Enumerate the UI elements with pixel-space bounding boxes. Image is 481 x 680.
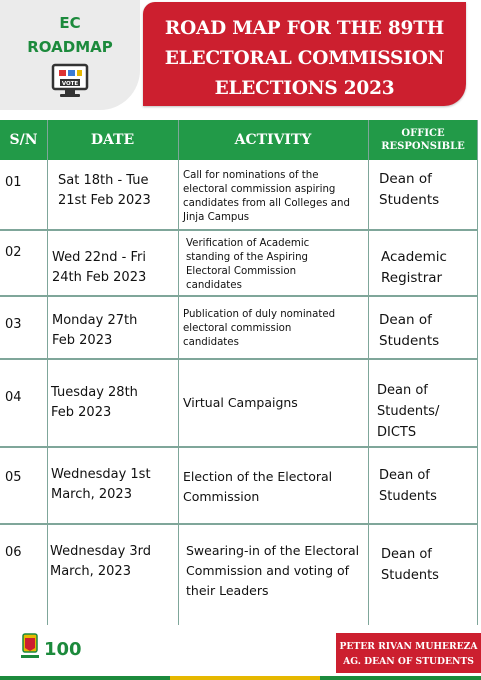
- row-date: [51, 465, 173, 505]
- row-divider: [0, 229, 478, 231]
- row-activity: [183, 396, 365, 410]
- row-date: [50, 542, 172, 582]
- row-date: [58, 171, 180, 211]
- row-office: [379, 310, 475, 352]
- office-line: Registrar: [381, 270, 443, 286]
- activity-line: Election of the Electoral: [183, 469, 333, 484]
- signatory-box: [336, 633, 481, 673]
- title-banner: [143, 2, 466, 106]
- activity-line: Jinja Campus: [183, 212, 250, 223]
- row-activity: [186, 237, 368, 293]
- brand-panel: [0, 0, 140, 110]
- office-line: Students: [379, 489, 437, 504]
- activity-line: Virtual Campaigns: [183, 395, 298, 410]
- row-divider: [0, 358, 478, 360]
- row-sn: 04: [5, 390, 22, 405]
- date-line: March, 2023: [51, 487, 132, 502]
- office-line: Dean of: [379, 171, 432, 187]
- date-line: Wed 22nd - Fri: [52, 250, 146, 265]
- date-line: 24th Feb 2023: [52, 270, 147, 285]
- date-line: 21st Feb 2023: [58, 193, 151, 208]
- activity-line: candidates from all Colleges and: [183, 198, 350, 209]
- row-office: [379, 465, 475, 507]
- office-line: Dean of: [379, 468, 430, 483]
- office-line: Dean of: [379, 312, 432, 328]
- banner-title-line3: ELECTIONS 2023: [214, 78, 395, 99]
- row-activity: [183, 467, 365, 507]
- row-divider: [0, 295, 478, 297]
- row-sn: 01: [5, 175, 22, 190]
- date-line: Wednesday 3rd: [50, 544, 152, 559]
- university-100-logo: [17, 628, 97, 668]
- row-office: [377, 380, 473, 443]
- activity-line: electoral commission: [183, 323, 292, 334]
- activity-line: Commission and voting of: [186, 563, 350, 578]
- header-office-line1: OFFICE: [401, 128, 445, 139]
- office-line: Students: [379, 333, 440, 349]
- office-line: Dean of: [377, 383, 428, 398]
- row-date: [52, 311, 174, 351]
- table-header: [0, 120, 478, 160]
- footer-bar-accent: [170, 676, 320, 680]
- grid-line: [368, 120, 369, 625]
- row-office: [381, 247, 477, 289]
- office-line: Dean of: [381, 547, 432, 562]
- signatory-title: AG. DEAN OF STUDENTS: [343, 656, 474, 667]
- header-date: DATE: [90, 132, 135, 148]
- activity-line: Verification of Academic: [186, 238, 310, 249]
- logo-100-text: 100: [44, 639, 82, 660]
- office-line: Academic: [381, 249, 447, 265]
- row-activity: [186, 541, 368, 601]
- row-date: [51, 383, 173, 423]
- activity-line: Publication of duly nominated: [183, 309, 336, 320]
- banner-title-line2: ELECTORAL COMMISSION: [164, 48, 445, 69]
- date-line: Tuesday 28th: [51, 385, 138, 400]
- activity-line: candidates: [186, 280, 242, 291]
- activity-line: Call for nominations of the: [183, 170, 319, 181]
- row-activity: [183, 169, 365, 225]
- banner-title-line1: ROAD MAP FOR THE 89TH: [164, 18, 445, 39]
- header-office-line2: RESPONSIBLE: [381, 141, 465, 152]
- header-activity: ACTIVITY: [234, 132, 312, 148]
- row-divider: [0, 446, 478, 448]
- activity-line: Commission: [183, 489, 260, 504]
- row-date: [52, 248, 174, 288]
- row-sn: 03: [5, 317, 22, 332]
- date-line: Monday 27th: [52, 313, 138, 328]
- activity-line: Swearing-in of the Electoral: [186, 543, 360, 558]
- row-activity: [183, 308, 365, 350]
- row-sn: 05: [5, 470, 22, 485]
- date-line: Feb 2023: [51, 405, 112, 420]
- grid-line: [477, 120, 478, 625]
- office-line: DICTS: [377, 425, 417, 440]
- crest-icon: [21, 634, 39, 658]
- vote-icon-text: VOTE: [61, 81, 79, 87]
- date-line: Sat 18th - Tue: [58, 173, 149, 188]
- row-sn: 02: [5, 245, 22, 260]
- brand-title-line2: ROADMAP: [27, 38, 113, 56]
- row-office: [381, 544, 477, 586]
- signatory-name: PETER RIVAN MUHEREZA: [339, 641, 478, 652]
- date-line: March, 2023: [50, 564, 131, 579]
- header-sn: S/N: [9, 132, 38, 148]
- row-divider: [0, 523, 478, 525]
- header-office: [368, 120, 478, 160]
- office-line: Students: [381, 568, 439, 583]
- activity-line: candidates: [183, 337, 239, 348]
- activity-line: Electoral Commission: [186, 266, 297, 277]
- grid-line: [47, 120, 48, 625]
- activity-line: electoral commission aspiring: [183, 184, 336, 195]
- row-sn: 06: [5, 545, 22, 560]
- office-line: Students/: [377, 404, 440, 419]
- vote-computer-icon: [50, 62, 90, 102]
- date-line: Feb 2023: [52, 333, 113, 348]
- brand-title-line1: EC: [59, 14, 81, 32]
- activity-line: standing of the Aspiring: [186, 252, 308, 263]
- activity-line: their Leaders: [186, 583, 269, 598]
- row-office: [379, 169, 475, 211]
- office-line: Students: [379, 192, 440, 208]
- date-line: Wednesday 1st: [51, 467, 151, 482]
